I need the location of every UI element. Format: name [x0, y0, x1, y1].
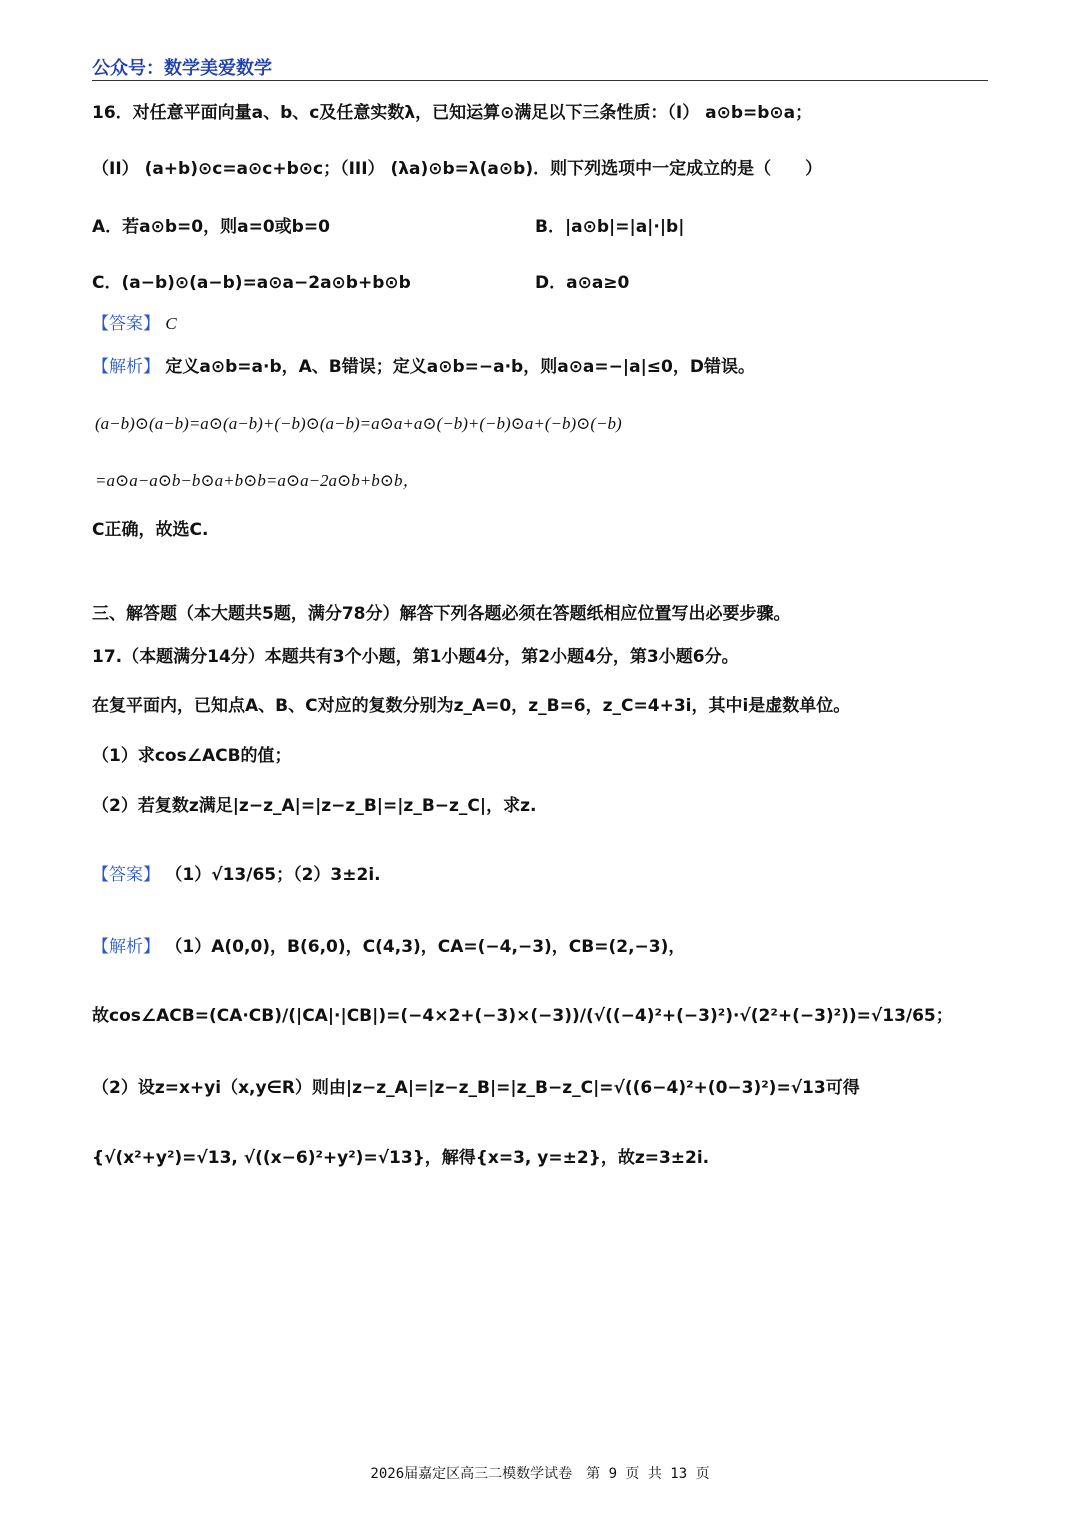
page-footer: 2026届嘉定区高三二模数学试卷 第 9 页 共 13 页 [370, 1466, 710, 1482]
q17-answer: （1）√13/65；（2）3±2i. [165, 865, 381, 885]
q16-analysis-line [92, 354, 755, 380]
q16-stem: 16．对任意平面向量a、b、c及任意实数λ，已知运算⊙满足以下三条性质：（I） a⊙b=b⊙a； [92, 103, 813, 123]
q17-part2: （2）若复数z满足|z−z_A|=|z−z_B|=|z_B−z_C|，求z. [92, 796, 537, 816]
q17-analysis-line [92, 934, 685, 960]
q16-analysis-2: (a−b)⊙(a−b)=a⊙(a−b)+(−b)⊙(a−b)=a⊙a+a⊙(−b)+(−b)⊙a+(−b)⊙(−b) [95, 414, 622, 433]
q16-analysis-tag: 【解析】 [92, 357, 160, 377]
q16-answer: C [165, 314, 177, 333]
q17-answer-tag: 【答案】 [92, 865, 160, 885]
q16-answer-tag: 【答案】 [92, 314, 160, 334]
q17-stem: 在复平面内，已知点A、B、C对应的复数分别为z_A=0，z_B=6，z_C=4+3i，其中i是虚数单位。 [92, 696, 851, 716]
q16-option-c: C．(a−b)⊙(a−b)=a⊙a−2a⊙b+b⊙b [92, 273, 411, 293]
header-rule [92, 80, 988, 81]
q17-analysis-tag: 【解析】 [92, 937, 160, 957]
q17-solution-2: （2）设z=x+yi（x,y∈R）则由|z−z_A|=|z−z_B|=|z_B−z_C|=√((6−4)²+(0−3)²)=√13可得 [92, 1078, 860, 1098]
q16-props: （II） (a+b)⊙c=a⊙c+b⊙c；（III） (λa)⊙b=λ(a⊙b)．则下列选项中一定成立的是（ ） [92, 159, 823, 179]
q17-answer-line [92, 862, 381, 888]
q16-conclusion: C正确，故选C. [92, 520, 209, 540]
q16-option-a: A．若a⊙b=0，则a=0或b=0 [92, 217, 330, 237]
section3-title: 三、解答题（本大题共5题，满分78分）解答下列各题必须在答题纸相应位置写出必要步骤。 [92, 604, 791, 624]
q16-option-b: B．|a⊙b|=|a|·|b| [535, 217, 685, 237]
q17-solution-1b: 故cos∠ACB=(CA·CB)/(|CA|·|CB|)=(−4×2+(−3)×(−3))/(√((−4)²+(−3)²)·√(2²+(−3)²))=√13/65； [92, 1006, 953, 1026]
q16-option-d: D．a⊙a≥0 [535, 273, 630, 293]
q17-part1: （1）求cos∠ACB的值； [92, 746, 292, 766]
q17-solution-2b: {√(x²+y²)=√13, √((x−6)²+y²)=√13}，解得{x=3, y=±2}，故z=3±2i. [92, 1148, 710, 1168]
q17-solution-1: （1）A(0,0)，B(6,0)，C(4,3)，CA=(−4,−3)，CB=(2,−3)， [165, 937, 686, 957]
q17-intro: 17.（本题满分14分）本题共有3个小题，第1小题4分，第2小题4分，第3小题6分。 [92, 647, 739, 667]
q16-analysis-1: 定义a⊙b=a·b，A、B错误；定义a⊙b=−a·b，则a⊙a=−|a|≤0，D错误。 [165, 357, 755, 377]
header-title: 公众号：数学美爱数学 [92, 58, 272, 79]
q16-analysis-3: =a⊙a−a⊙b−b⊙a+b⊙b=a⊙a−2a⊙b+b⊙b， [95, 471, 420, 490]
q16-answer-line [92, 311, 177, 337]
